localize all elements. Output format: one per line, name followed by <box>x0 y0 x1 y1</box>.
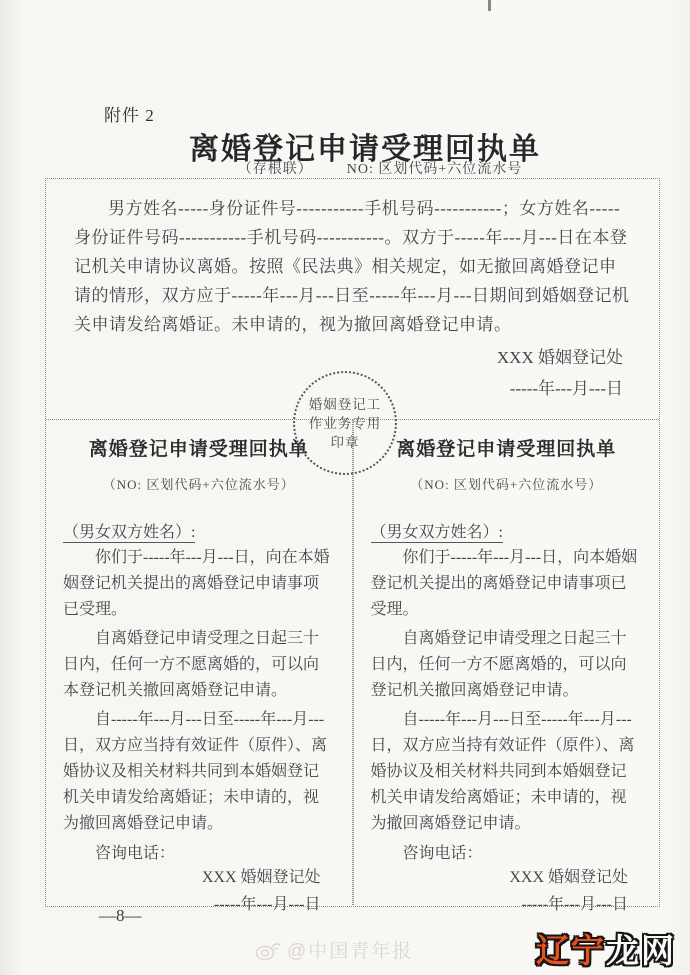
right-slip-paragraph-3: 自-----年---月---日至-----年---月---日，双方应当持有效证件（原件）、离婚协议及相关材料共同到本婚姻登记机关申请发给离婚证；未申请的，视为撤回离婚登记申请。 <box>370 711 635 832</box>
stub-signature-block <box>497 342 623 404</box>
right-slip-signature-block <box>371 864 643 918</box>
attachment-label: 附件 2 <box>104 106 155 125</box>
stub-body-text: 男方姓名-----身份证件号-----------手机号码-----------；女方姓名-----身份证件号码-----------手机号码-----------。双方于-----年---月---日在本登记机关申请协议离婚。按照《民法典》相关规定，如无撤回离婚登记申请的情形，双方应于-----年---月---日至-----年---月---日期间到婚姻登记机关申请发给离婚证。未申请的，视为撤回离婚登记申请。 <box>74 199 630 334</box>
receipt-form <box>45 178 660 913</box>
left-slip-names-label: （男女双方姓名）: <box>63 524 196 541</box>
watermark-text: @中国青年报 <box>287 941 414 962</box>
left-slip-date-line: -----年---月---日 <box>213 896 321 913</box>
left-slip-office-name: XXX 婚姻登记处 <box>201 869 321 886</box>
right-slip-title: 离婚登记申请受理回执单 <box>396 439 617 460</box>
left-slip-paragraph-2: 自离婚登记申请受理之日起三十日内，任何一方不愿离婚的，可以向本登记机关撤回离婚登记申请。 <box>63 630 320 699</box>
stub-date-line: -----年---月---日 <box>509 379 623 398</box>
document-title: 离婚登记申请受理回执单 <box>189 133 541 166</box>
weibo-icon <box>255 939 281 961</box>
stub-office-name: XXX 婚姻登记处 <box>496 348 623 367</box>
copy-label: （存根联） <box>237 162 313 177</box>
left-slip-title: 离婚登记申请受理回执单 <box>88 439 309 460</box>
left-slip <box>46 420 353 913</box>
left-slip-paragraph-3: 自-----年---月---日至-----年---月---日，双方应当持有效证件（原件）、离婚协议及相关材料共同到本婚姻登记机关申请发给离婚证；未申请的，视为撤回离婚登记申请。 <box>63 711 328 832</box>
right-slip-date-line: -----年---月---日 <box>521 896 628 913</box>
official-seal-stamp <box>293 371 397 475</box>
stamp-text-line-2: 作业务专用 <box>308 415 382 431</box>
left-slip-paragraph-1: 你们于-----年---月---日，向在本婚姻登记机关提出的离婚登记申请事项已受理。 <box>63 549 330 618</box>
site-logo <box>536 925 676 972</box>
right-slip-paragraph-1: 你们于-----年---月---日，向本婚姻登记机关提出的离婚登记申请事项已受理。 <box>370 549 638 618</box>
right-slip <box>353 420 660 913</box>
left-slip-serial-label: （NO: 区划代码+六位流水号） <box>102 477 295 492</box>
slip-columns <box>46 420 659 913</box>
right-slip-names-label: （男女双方姓名）: <box>370 524 503 541</box>
source-watermark <box>255 936 413 963</box>
right-slip-paragraph-2: 自离婚登记申请受理之日起三十日内，任何一方不愿离婚的，可以向登记机关撤回离婚登记申请。 <box>370 630 627 699</box>
site-logo-part2: 龙网 <box>606 932 676 969</box>
stamp-text-line-1: 婚姻登记工 <box>308 396 382 412</box>
scan-artifact <box>488 0 491 11</box>
site-logo-part1: 辽宁 <box>536 932 606 969</box>
serial-number-label: NO: 区划代码+六位流水号 <box>346 162 523 177</box>
stamp-text-line-3: 印章 <box>330 434 360 450</box>
document-subtitle <box>0 158 690 178</box>
right-slip-serial-label: （NO: 区划代码+六位流水号） <box>410 477 603 492</box>
right-slip-phone-label: 咨询电话： <box>402 845 483 862</box>
page-number: —8— <box>99 906 142 925</box>
right-slip-office-name: XXX 婚姻登记处 <box>509 869 628 886</box>
left-slip-phone-label: 咨询电话： <box>95 845 176 862</box>
